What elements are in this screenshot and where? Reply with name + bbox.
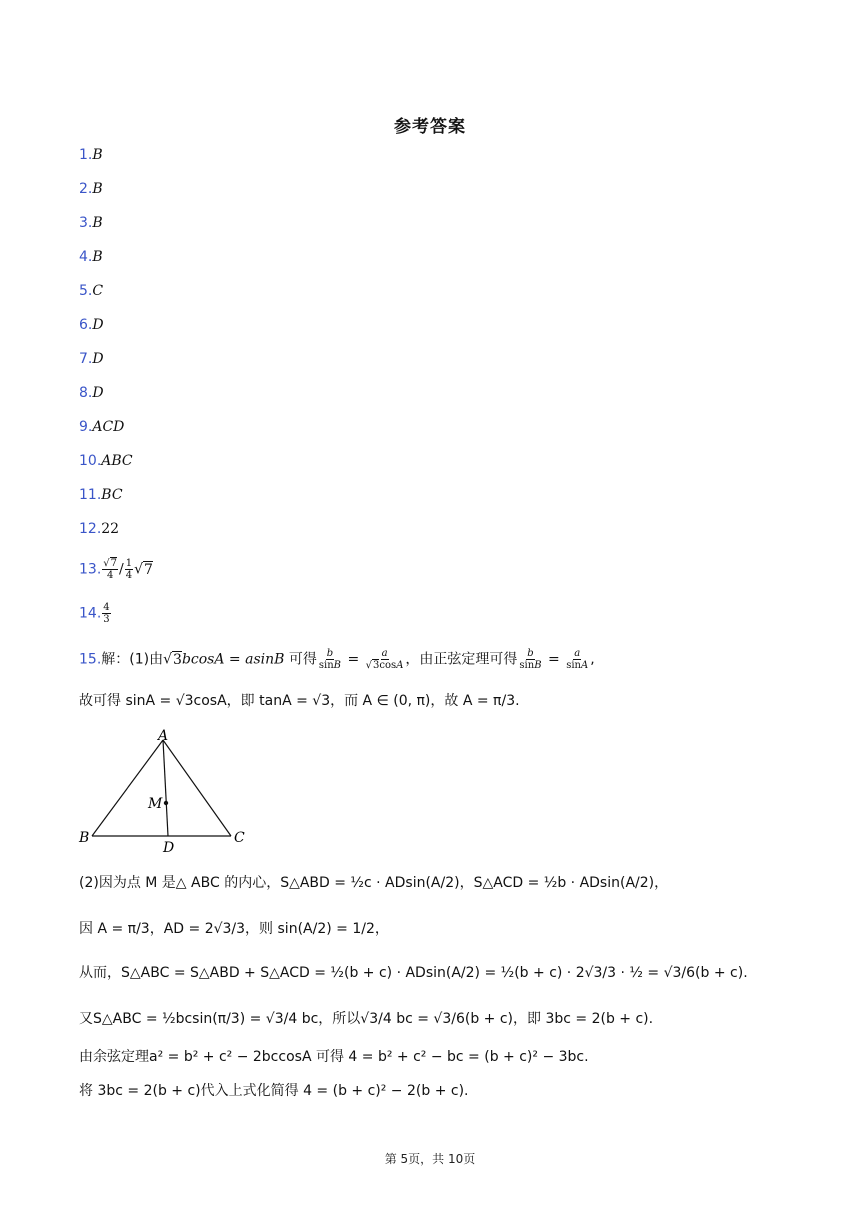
answer-9 bbox=[79, 418, 124, 436]
answer-2 bbox=[79, 180, 103, 198]
solution-15-part2-line-4: 又S△ABC = ½bcsin(π/3) = √3/4 bc，所以√3/4 bc = √3/6(b + c)，即 3bc = 2(b + c). bbox=[79, 1011, 654, 1027]
answer-value: C bbox=[92, 283, 104, 299]
label-m: M bbox=[148, 796, 163, 812]
answer-3 bbox=[79, 214, 103, 232]
answer-value: ABC bbox=[101, 453, 133, 469]
text: , bbox=[590, 651, 595, 668]
answer-value: D bbox=[92, 317, 104, 333]
equation: bcosA = asinB bbox=[181, 651, 285, 668]
answer-number: 1. bbox=[79, 147, 93, 163]
triangle-figure bbox=[78, 728, 253, 856]
solution-15-part2-line-5: 由余弦定理a² = b² + c² − 2bccosA 可得 4 = b² + c² − bc = (b + c)² − 3bc. bbox=[79, 1049, 589, 1065]
answer-14 bbox=[79, 602, 112, 625]
answer-12 bbox=[79, 520, 119, 538]
solution-15-part2-line-1: (2)因为点 M 是△ ABC 的内心，S△ABD = ½c · ADsin(A/2)，S△ACD = ½b · ADsin(A/2)， bbox=[79, 875, 669, 891]
text: 解：(1)由 bbox=[101, 651, 164, 668]
solution-15-line-2: 故可得 sinA = √3cosA，即 tanA = √3，而 A ∈ (0, π)，故 A = π/3. bbox=[79, 693, 520, 709]
answer-5 bbox=[79, 282, 103, 300]
answer-number: 12. bbox=[79, 521, 102, 537]
answer-11 bbox=[79, 486, 123, 504]
answer-number: 7. bbox=[79, 351, 93, 367]
answer-value: D bbox=[92, 385, 104, 401]
answer-number: 4. bbox=[79, 249, 93, 265]
page-title: 参考答案 bbox=[394, 117, 466, 137]
separator: / bbox=[119, 561, 124, 578]
answer-1 bbox=[79, 146, 103, 164]
answer-4 bbox=[79, 248, 103, 266]
answer-value: B bbox=[92, 147, 103, 163]
answer-value: B bbox=[92, 181, 103, 197]
answer-number: 13. bbox=[79, 561, 102, 578]
answer-number: 15. bbox=[79, 651, 102, 668]
text: 可得 bbox=[284, 651, 317, 668]
answer-number: 10. bbox=[79, 453, 102, 469]
answer-number: 11. bbox=[79, 487, 102, 503]
fraction: $\frac{4}{3}$ bbox=[103, 602, 110, 625]
solution-15-part2-line-2: 因 A = π/3，AD = 2√3/3，则 sin(A/2) = 1/2， bbox=[79, 921, 389, 937]
answer-value: B bbox=[92, 249, 103, 265]
answer-value: D bbox=[92, 351, 104, 367]
answer-13: 13. $\frac{√7}{4}$ / $\frac{1}{4}$ √7 bbox=[79, 558, 153, 581]
answer-value: BC bbox=[101, 487, 123, 503]
answer-value: B bbox=[92, 215, 103, 231]
answer-number: 6. bbox=[79, 317, 93, 333]
answer-7 bbox=[79, 350, 104, 368]
answer-number: 5. bbox=[79, 283, 93, 299]
answer-number: 14. bbox=[79, 605, 102, 622]
sqrt-value: 7 bbox=[144, 561, 153, 578]
answer-value: 22 bbox=[101, 521, 120, 537]
solution-15-part2-line-6: 将 3bc = 2(b + c)代入上式化简得 4 = (b + c)² − 2(b + c). bbox=[79, 1083, 469, 1099]
answer-8 bbox=[79, 384, 104, 402]
solution-15-line-1: 15.解：(1)由√3bcosA = asinB 可得 $\frac{b}{\sin B}$ = $\frac{a}{√3\cos A}$ ，由正弦定理可得 $\frac{b}{\sin B}$ = $\frac{a}{\sin A}$ , bbox=[79, 648, 595, 671]
answer-value: ACD bbox=[92, 419, 125, 435]
label-b: B bbox=[79, 830, 90, 846]
page-footer: 第 5页，共 10页 bbox=[384, 1152, 476, 1166]
text: ，由正弦定理可得 bbox=[405, 651, 518, 668]
fraction: $\frac{√7}{4}$ bbox=[103, 558, 118, 581]
answer-number: 3. bbox=[79, 215, 93, 231]
label-a: A bbox=[158, 728, 169, 744]
answer-6 bbox=[79, 316, 104, 334]
solution-15-part2-line-3: 从而，S△ABC = S△ABD + S△ACD = ½(b + c) · ADsin(A/2) = ½(b + c) · 2√3/3 · ½ = √3/6(b + c). bbox=[79, 965, 748, 981]
label-d: D bbox=[163, 840, 175, 856]
fraction: $\frac{1}{4}$ bbox=[125, 558, 133, 581]
answer-number: 2. bbox=[79, 181, 93, 197]
answer-10 bbox=[79, 452, 133, 470]
answer-number: 8. bbox=[79, 385, 93, 401]
answer-number: 9. bbox=[79, 419, 93, 435]
label-c: C bbox=[234, 830, 245, 846]
